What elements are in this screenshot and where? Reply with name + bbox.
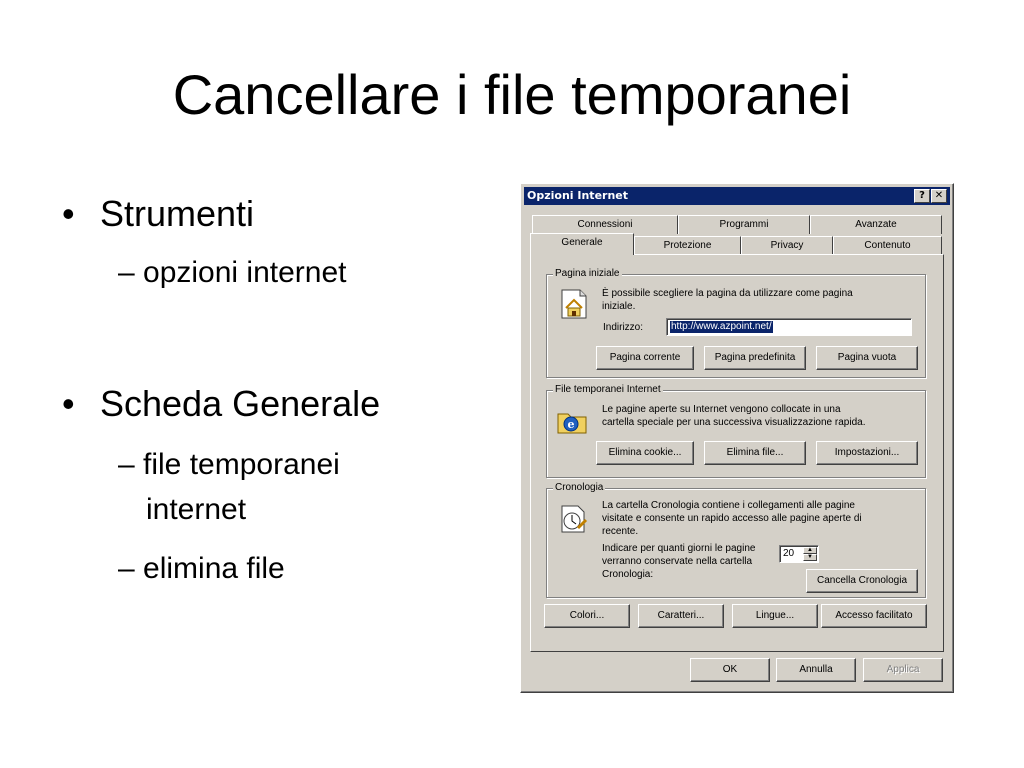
history-days-label-2: verranno conservate nella cartella — [602, 556, 753, 567]
slide-title: Cancellare i file temporanei — [172, 63, 852, 126]
temp-files-desc-2: cartella speciale per una successiva visualizzazione rapida. — [602, 417, 866, 428]
history-days-value: 20 — [783, 548, 795, 559]
languages-button[interactable]: Lingue... — [732, 604, 818, 628]
tab-protezione[interactable]: Protezione — [634, 236, 741, 255]
tab-programmi[interactable]: Programmi — [678, 215, 810, 234]
tab-avanzate[interactable]: Avanzate — [810, 215, 942, 234]
fonts-button[interactable]: Caratteri... — [638, 604, 724, 628]
current-page-button[interactable]: Pagina corrente — [596, 346, 694, 370]
settings-button[interactable]: Impostazioni... — [816, 441, 918, 465]
history-days-stepper[interactable] — [779, 545, 819, 563]
history-legend: Cronologia — [555, 482, 604, 493]
accessibility-button[interactable]: Accesso facilitato — [821, 604, 927, 628]
colors-button[interactable]: Colori... — [544, 604, 630, 628]
home-page-desc-2: iniziale. — [602, 301, 636, 312]
sub-bullet-opzioni: – opzioni internet — [118, 256, 347, 289]
sub-bullet-elimina-file: – elimina file — [118, 552, 285, 585]
bullet-dot: • — [62, 383, 75, 424]
cancel-button[interactable]: Annulla — [776, 658, 856, 682]
dialog-title: Opzioni Internet — [527, 189, 629, 202]
tab-contenuto[interactable]: Contenuto — [833, 236, 942, 255]
apply-button[interactable]: Applica — [863, 658, 943, 682]
tab-connessioni[interactable]: Connessioni — [532, 215, 678, 234]
history-desc-2: visitate e consente un rapido accesso alle pagine aperte di — [602, 513, 862, 524]
history-desc-3: recente. — [602, 526, 639, 537]
dialog-titlebar[interactable] — [524, 187, 950, 205]
default-page-button[interactable]: Pagina predefinita — [704, 346, 806, 370]
temp-files-legend: File temporanei Internet — [555, 384, 661, 395]
ie-folder-icon — [556, 404, 588, 436]
spin-up-icon[interactable]: ▲ — [803, 547, 817, 554]
help-button[interactable]: ? — [914, 189, 930, 203]
history-icon — [558, 502, 590, 534]
sub-bullet-internet: internet — [146, 493, 247, 526]
clear-history-button[interactable]: Cancella Cronologia — [806, 569, 918, 593]
tab-generale[interactable]: Generale — [530, 233, 634, 255]
home-page-legend: Pagina iniziale — [555, 268, 620, 279]
tab-privacy[interactable]: Privacy — [741, 236, 833, 255]
home-page-icon — [558, 288, 590, 320]
address-label: Indirizzo: — [603, 322, 644, 333]
close-button[interactable]: ✕ — [931, 189, 947, 203]
bullet-scheda-generale: Scheda Generale — [100, 383, 381, 424]
address-input[interactable] — [666, 318, 912, 336]
history-desc-1: La cartella Cronologia contiene i collegamenti alle pagine — [602, 500, 855, 511]
address-value: http://www.azpoint.net/ — [671, 321, 772, 332]
ok-button[interactable]: OK — [690, 658, 770, 682]
temp-files-desc-1: Le pagine aperte su Internet vengono collocate in una — [602, 404, 841, 415]
home-page-desc-1: È possibile scegliere la pagina da utilizzare come pagina — [602, 288, 853, 299]
bullet-dot: • — [62, 193, 75, 234]
sub-bullet-file-temporanei: – file temporanei — [118, 448, 340, 481]
blank-page-button[interactable]: Pagina vuota — [816, 346, 918, 370]
delete-cookies-button[interactable]: Elimina cookie... — [596, 441, 694, 465]
history-days-label-3: Cronologia: — [602, 569, 654, 580]
delete-files-button[interactable]: Elimina file... — [704, 441, 806, 465]
bullet-list — [0, 0, 500, 768]
spin-down-icon[interactable]: ▼ — [803, 554, 817, 561]
bullet-strumenti: Strumenti — [100, 193, 255, 234]
svg-text:e: e — [567, 418, 575, 431]
history-days-label-1: Indicare per quanti giorni le pagine — [602, 543, 756, 554]
